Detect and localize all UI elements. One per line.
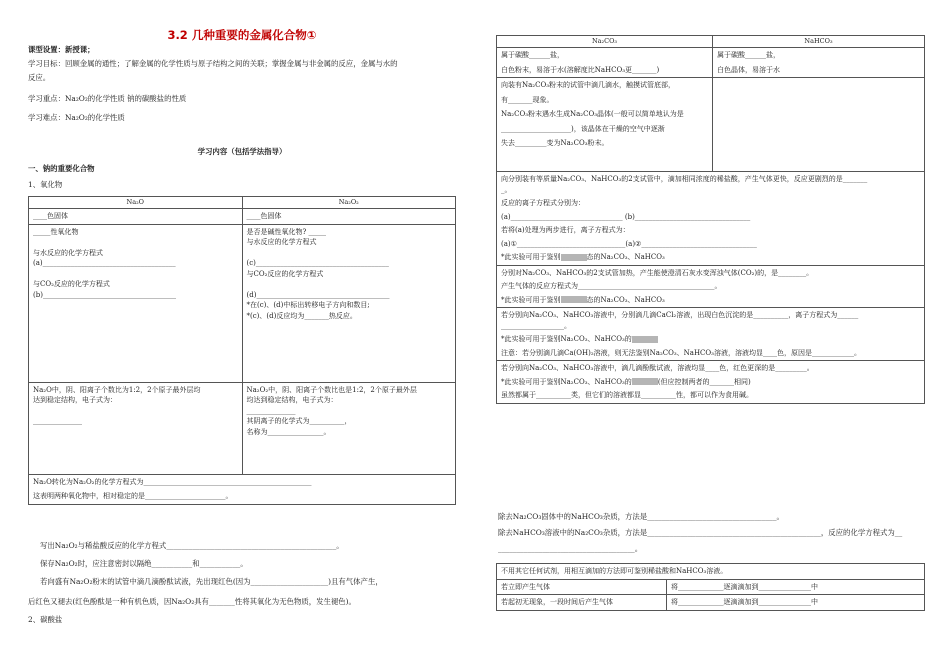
- acid-reaction-experiment: 向分别装有等质量Na₂CO₃、NaHCO₃的2支试管中，滴加相同浓度的稀盐酸，产生气体更快，反应更剧烈的是_______ _。 反应的离子方程式分别为： (a)________________________________ (b)_________________________________ 若将(a)处理为两步进行，离子方程式为： (a)①_______________________________(a)②_________________________________ *此实验可用于鉴别 态的Na₂CO₃、NaHCO₃: [497, 172, 925, 266]
- na2o2-co2-label: 与CO₂反应的化学方程式: [246, 269, 324, 278]
- page-title: 3.2 几种重要的金属化合物①: [167, 28, 317, 42]
- na2o2-structure: Na₂O₂中，阴、阳离子个数比也是1:2，2个原子最外层 均达到稳定结构，电子式为： ______________ 其阴离子的化学式为__________， 名称为________________。: [242, 382, 456, 474]
- na2o2-electron-note: *在(c)、(d)中标出转移电子方向和数目;: [246, 301, 370, 309]
- learning-goal-line1: 学习目标：回顾金属的通性；了解金属的化学性质与原子结构之间的关联；掌握金属与非金属的反应，金属与水的: [28, 59, 398, 68]
- header-na2o: Na₂O: [29, 197, 243, 209]
- na2o2-color: ____色固体: [242, 209, 456, 225]
- na2o-water-label: 与水反应的化学方程式: [33, 248, 103, 257]
- na2o2-equation-d: (d)______________________________________: [246, 290, 390, 299]
- highlight-blank: [561, 296, 587, 303]
- subheading-oxides: 1、氧化物: [28, 180, 63, 189]
- na2o-equation-b: (b)______________________________________: [33, 290, 176, 299]
- highlight-blank: [632, 336, 658, 343]
- highlight-blank: [561, 254, 587, 261]
- na2o-reactions: [29, 224, 243, 382]
- identification-row2-label: 若起初无现象，一段时间后产生气体: [497, 595, 667, 611]
- after-line-1: 写出Na₂O₂与稀盐酸反应的化学方程式______________________________________________。: [40, 541, 344, 550]
- nahco3-properties: 属于碳酸______盐， 白色晶体，易溶于水: [713, 48, 925, 78]
- na2o-color: ____色固体: [29, 209, 243, 225]
- na2co3-properties: 属于碳酸______盐， 白色粉末，易溶于水(溶解度比NaHCO₃更_______): [497, 48, 713, 78]
- heating-experiment: 分别对Na₂CO₃、NaHCO₃的2支试管加热，产生能使澄清石灰水变浑浊气体(CO₂)的，是________。 产生气体的反应方程式为_______________________________________。 *此实验可用于鉴别 态的Na₂CO₃、NaHCO₃: [497, 265, 925, 308]
- identification-title: 不用其它任何试剂，用相互滴加的方法即可鉴别稀盐酸和NaHCO₃溶液。: [497, 564, 925, 580]
- identification-row1-label: 若立即产生气体: [497, 579, 667, 595]
- subheading-carbonates: 2、碳酸盐: [28, 615, 63, 624]
- after-line-2: 保存Na₂O₂时，应注意密封以隔绝___________和___________。: [40, 559, 248, 568]
- identification-row1-value: 将_____________逐滴滴加到_______________中: [667, 579, 925, 595]
- removal-line-1: 除去Na₂CO₃固体中的NaHCO₃杂质，方法是___________________________________。: [498, 512, 784, 521]
- learning-focus: 学习重点：Na₂O₂的化学性质 钠的碳酸盐的性质: [28, 94, 187, 103]
- after-line-4: 后红色又褪去(红色酚酞是一种有机色质，因Na₂O₂具有_______性将其氧化为无色物质，发生褪色)。: [28, 597, 356, 606]
- na2o-equation-a: (a)______________________________________: [33, 259, 176, 267]
- na2o2-heat-note: *(c)、(d)反应均为_______热反应。: [246, 311, 357, 320]
- header-nahco3: NaHCO₃: [713, 36, 925, 48]
- na2o-structure: Na₂O中，阴、阳离子个数比为1:2，2个原子最外层均 达到稳定结构，电子式为： ______________: [29, 382, 243, 474]
- section-heading-sodium: 一、钠的重要化合物: [28, 164, 95, 173]
- na2o-co2-label: 与CO₂反应的化学方程式: [33, 280, 110, 288]
- highlight-blank: [632, 378, 658, 385]
- phenolphthalein-experiment: 若分别向Na₂CO₃、NaHCO₃溶液中，滴几滴酚酞试液，溶液均显____色，红色更深的是_________。 *此实验可用于鉴别Na₂CO₃、NaHCO₃的 (但应控制两者的_______相同) 虽然都属于__________类，但它们的溶液都显__________性，都可以作为食用碱。: [497, 361, 925, 404]
- identification-table: [496, 563, 924, 611]
- after-line-3: 若向盛有Na₂O₂粉末的试管中滴几滴酚酞试液，先出现红色(因为_____________________)且有气体产生，: [40, 577, 383, 586]
- na2o2-reactions: [242, 224, 456, 382]
- learning-difficulty: 学习难点：Na₂O₂的化学性质: [28, 113, 125, 122]
- carbonate-table: [496, 35, 924, 404]
- na2o2-equation-c: (c)______________________________________: [246, 259, 389, 267]
- oxide-table: [28, 196, 456, 505]
- na2o2-basic-question: 是否是碱性氧化物? _____: [246, 227, 326, 236]
- oxide-conversion: Na₂O转化为Na₂O₂的化学方程式为________________________________________________ 这表明两种氧化物中，相对稳定的是_______________________。: [29, 474, 456, 504]
- removal-line-3: _____________________________________。: [498, 544, 643, 553]
- header-na2o2: Na₂O₂: [242, 197, 456, 209]
- identification-row2-value: 将_____________逐滴滴加到_______________中: [667, 595, 925, 611]
- empty-cell: [713, 78, 925, 172]
- cacl2-experiment: 若分别向Na₂CO₃、NaHCO₃溶液中，分别滴几滴CaCl₂溶液，出现白色沉淀的是__________，离子方程式为______ __________________。 *此实验可用于鉴别Na₂CO₃、NaHCO₃的 注意：若分别滴几滴Ca(OH)₂溶液，则无法鉴别Na₂CO₃、NaHCO₃溶液，溶液均显____色，原因是____________。: [497, 308, 925, 361]
- header-na2co3: Na₂CO₃: [497, 36, 713, 48]
- learning-goal-line2: 反应。: [28, 73, 51, 82]
- na2o-oxide-type: _____性氧化物: [33, 227, 79, 236]
- na2co3-water-experiment: 向装有Na₂CO₃粉末的试管中滴几滴水，触摸试管底部， 有_______现象。 Na₂CO₃粉末遇水生成Na₂CO₃晶体(一般可以简单地认为是 ____________________)，该晶体在干燥的空气中逐渐 失去_________变为Na₂CO₃粉末。: [497, 78, 713, 172]
- removal-line-2: 除去NaHCO₃溶液中的Na₂CO₃杂质，方法是_______________________________________________，反应的化学方程式为__: [498, 528, 903, 537]
- content-heading: 学习内容（包括学法指导）: [197, 147, 287, 156]
- na2o2-water-label: 与水反应的化学方程式: [246, 238, 317, 246]
- lesson-type: 课型设置：新授课；: [28, 45, 95, 54]
